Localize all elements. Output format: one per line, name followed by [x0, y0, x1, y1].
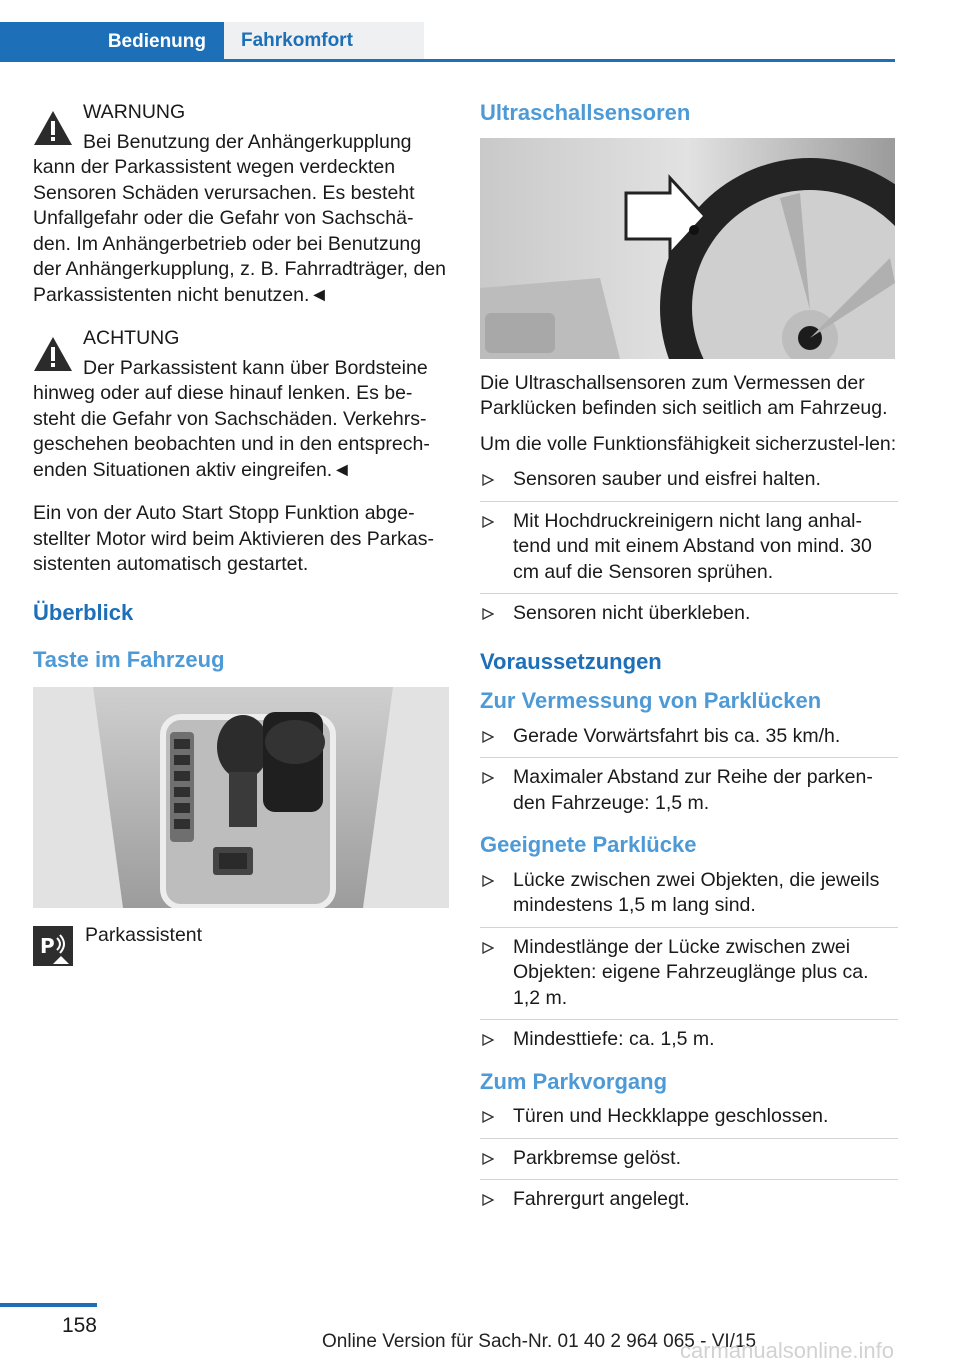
tab-bedienung[interactable]: Bedienung: [0, 22, 224, 62]
footer-divider: [0, 1303, 97, 1307]
heading-button: Taste im Fahrzeug: [33, 647, 225, 672]
svg-text:P: P: [40, 933, 55, 958]
warning-text: Bei Benutzung der Anhängerkupplung kann der Parkassistent wegen verdeckten Sensoren Schäden verursachen. Es besteht Unfallgefahr oder die Gefahr von Sachschä-den. Im Anhängerbetrieb oder bei Benutzung der Anhängerkupplung, z. B. Fahrradträger, den Parkassistenten nicht benutzen.◄: [33, 130, 447, 306]
triangle-bullet-icon: [482, 772, 494, 784]
heading-sensors: Ultraschallsensoren: [480, 100, 691, 125]
triangle-bullet-icon: [482, 1194, 494, 1206]
list-item: Mit Hochdruckreinigern nicht lang anhal-tend und mit einem Abstand von mind. 30 cm auf die Sensoren sprühen.: [480, 509, 898, 595]
watermark: carmanualsonline.info: [680, 1338, 895, 1362]
left-column: [33, 100, 449, 966]
warning-title: WARNUNG: [83, 101, 186, 123]
list-item: Fahrergurt angelegt.: [480, 1187, 898, 1221]
triangle-bullet-icon: [482, 731, 494, 743]
heading-suitable: Geeignete Parklücke: [480, 832, 697, 857]
heading-parking: Zum Parkvorgang: [480, 1068, 668, 1094]
caution-title: ACHTUNG: [83, 327, 180, 349]
intro-paragraph: Ein von der Auto Start Stopp Funktion abge-stellter Motor wird beim Aktivieren des Parkas-sistenten automatisch gestartet.: [33, 502, 434, 575]
footer-version-text: Online Version für Sach-Nr. 01 40 2 964 065 - VI/15: [322, 1331, 757, 1352]
console-photo: [33, 687, 449, 908]
sensor-photo: [480, 138, 895, 359]
triangle-bullet-icon: [482, 1111, 494, 1123]
list-item: Lücke zwischen zwei Objekten, die jeweils mindestens 1,5 m lang sind.: [480, 868, 898, 928]
suitable-list: [480, 868, 898, 1061]
list-item: Gerade Vorwärtsfahrt bis ca. 35 km/h.: [480, 724, 898, 759]
triangle-bullet-icon: [482, 1153, 494, 1165]
parkassistent-label: Parkassistent: [85, 923, 203, 946]
triangle-bullet-icon: [482, 1034, 494, 1046]
caution-icon: [33, 336, 73, 372]
parking-list: [480, 1104, 898, 1221]
list-item: Türen und Heckklappe geschlossen.: [480, 1104, 898, 1139]
function-text: Um die volle Funktionsfähigkeit sicherzustel-len:: [480, 432, 897, 455]
park-assist-icon: [33, 926, 73, 966]
triangle-bullet-icon: [482, 942, 494, 954]
heading-overview: Überblick: [33, 599, 134, 625]
right-column: [480, 100, 898, 1229]
list-item: Sensoren sauber und eisfrei halten.: [480, 467, 898, 502]
triangle-bullet-icon: [482, 875, 494, 887]
warning-block: [33, 100, 449, 308]
triangle-bullet-icon: [482, 474, 494, 486]
measure-list: [480, 724, 898, 825]
header-divider: [0, 59, 895, 62]
list-item: Mindesttiefe: ca. 1,5 m.: [480, 1027, 898, 1061]
warning-icon: [33, 110, 73, 146]
caution-block: [33, 326, 449, 483]
parkassistent-row: [33, 923, 449, 966]
heading-measure: Zur Vermessung von Parklücken: [480, 688, 822, 713]
page-number: 158: [61, 1314, 97, 1337]
heading-requirements: Voraussetzungen: [480, 648, 662, 674]
sensors-text: Die Ultraschallsensoren zum Vermessen der Parklücken befinden sich seitlich am Fahrzeug.: [480, 371, 888, 419]
list-item: Parkbremse gelöst.: [480, 1146, 898, 1181]
list-item: Maximaler Abstand zur Reihe der parken-den Fahrzeuge: 1,5 m.: [480, 765, 898, 824]
list-item: Sensoren nicht überkleben.: [480, 601, 898, 635]
list-item: Mindestlänge der Lücke zwischen zwei Objekten: eigene Fahrzeuglänge plus ca. 1,2 m.: [480, 935, 898, 1021]
function-list: [480, 467, 898, 635]
tab-fahrkomfort[interactable]: Fahrkomfort: [224, 22, 424, 59]
triangle-bullet-icon: [482, 516, 494, 528]
caution-text: Der Parkassistent kann über Bordsteine hinweg oder auf diese hinauf lenken. Es be-steht die Gefahr von Sachschäden. Verkehrs-geschehen beobachten und in den entsprech-enden Situationen aktiv eingreifen.◄: [33, 356, 430, 481]
triangle-bullet-icon: [482, 608, 494, 620]
header: [0, 0, 895, 62]
